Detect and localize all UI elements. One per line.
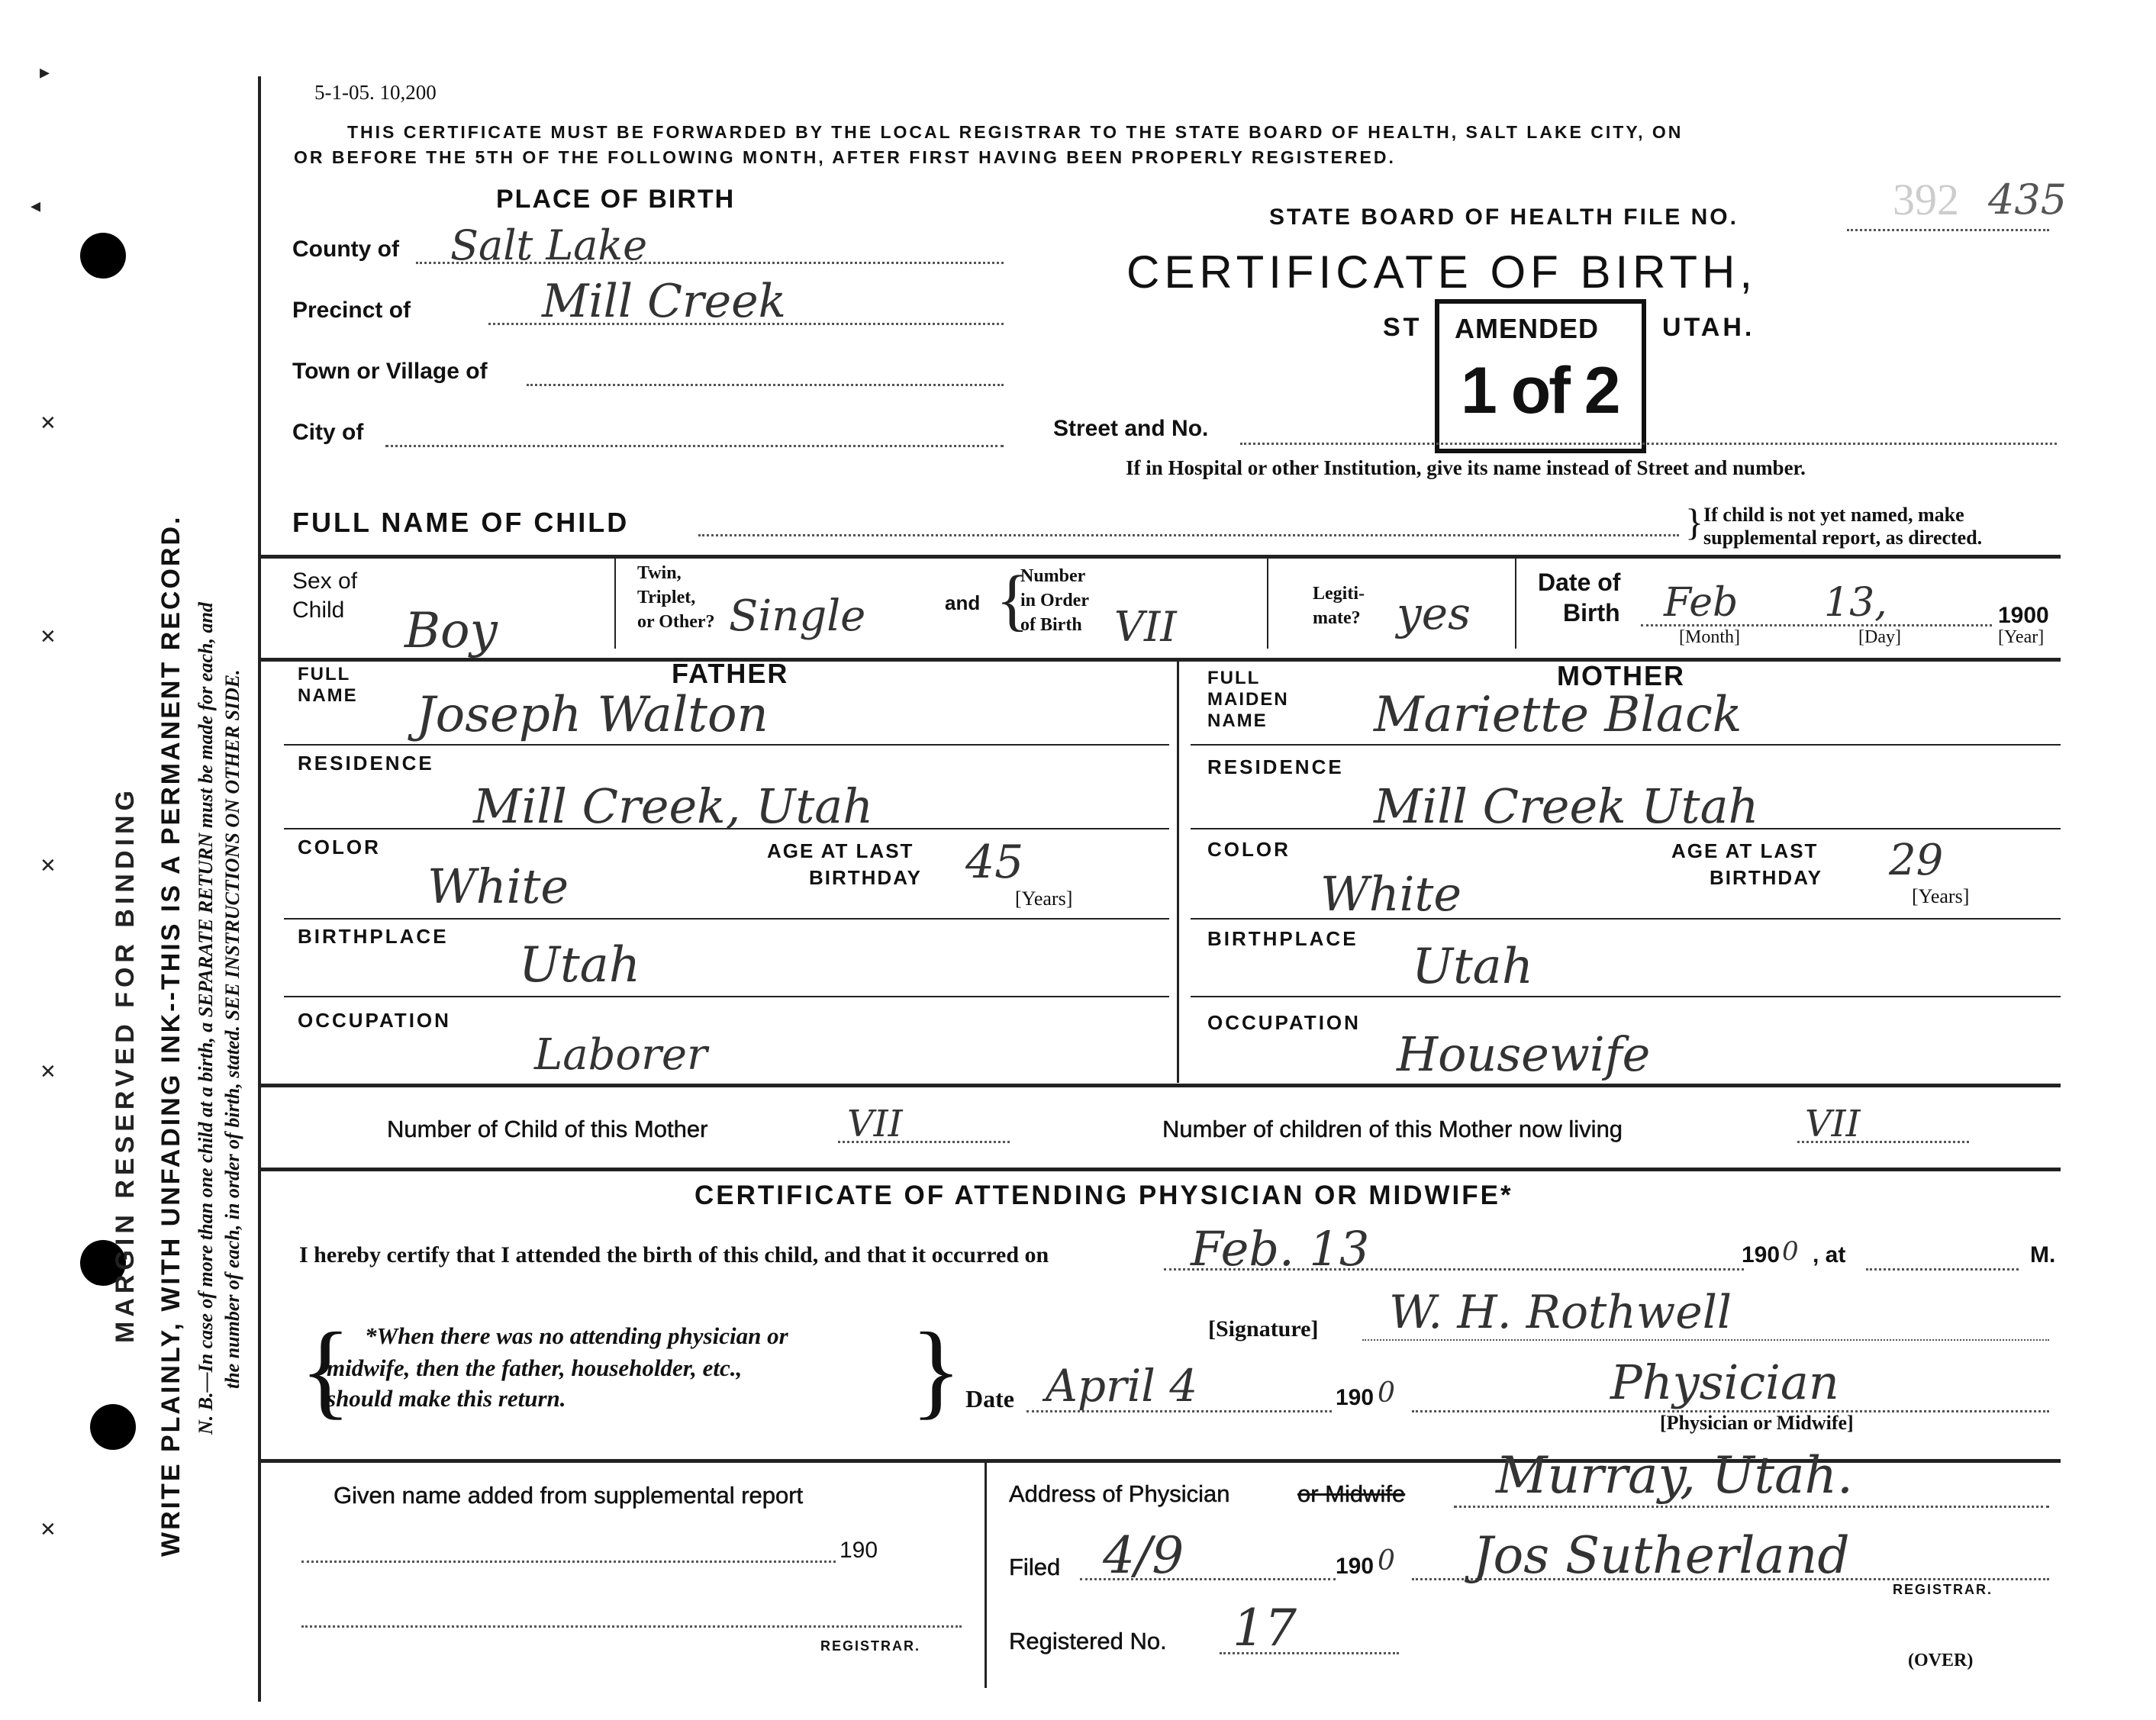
physician-heading: CERTIFICATE OF ATTENDING PHYSICIAN OR MIDWIFE* [694,1180,1513,1210]
margin-permanent-record: WRITE PLAINLY, WITH UNFADING INK--THIS IS A PERMANENT RECORD. [156,514,185,1557]
not-named-note-1: If child is not yet named, make [1703,504,1964,526]
file-number-value-2: 435 [1988,176,2067,224]
legit-label-2: mate? [1313,608,1361,628]
twin-label-3: or Other? [637,612,715,632]
certificate-title: CERTIFICATE OF BIRTH, [1126,246,1758,298]
note-line-3: should make this return. [327,1385,566,1412]
margin-tick: ◂ [31,195,41,217]
amended-stamp [1435,299,1646,453]
father-name-label: NAME [298,685,358,706]
and-label: and [945,591,981,614]
rule-mother-birthplace [1191,996,2061,997]
mother-birthplace-value: Utah [1412,939,1534,995]
reg-no-value: 17 [1233,1599,1297,1657]
mother-full-label: FULL [1207,668,1261,688]
town-line [527,384,1004,386]
father-occupation-label: OCCUPATION [298,1009,451,1032]
father-residence-value: Mill Creek, Utah [473,778,874,834]
street-label: Street and No. [1053,416,1209,441]
rule-father-color [284,918,1169,920]
child-name-line [698,534,1679,536]
state-name: UTAH. [1662,313,1755,342]
twin-label-2: Triplet, [637,588,696,607]
dob-month: Feb [1664,580,1739,626]
notice-line-1: THIS CERTIFICATE MUST BE FORWARDED BY THE LOCAL REGISTRAR TO THE STATE BOARD OF HEALTH, SALT LAKE CITY, ON [347,122,1684,142]
order-label-3: of Birth [1020,615,1082,635]
dob-label-1: Date of [1538,569,1621,596]
file-number-label: STATE BOARD OF HEALTH FILE NO. [1269,205,1739,230]
legit-value: yes [1397,588,1471,639]
father-occupation-value: Laborer [534,1030,707,1080]
margin-tick: ✕ [40,1519,56,1541]
rule-parents-bottom [259,1084,2061,1087]
order-label-2: in Order [1020,591,1089,610]
filed-label: Filed [1009,1554,1061,1580]
father-years-caption: [Years] [1015,887,1073,910]
m-label: M. [2030,1242,2056,1267]
filed-value: 4/9 [1103,1526,1184,1585]
sex-label-1: Sex of [292,569,358,594]
legit-label-1: Legiti- [1313,584,1365,604]
stamp-amended-text: AMENDED [1455,313,1600,344]
father-full-label: FULL [298,664,351,684]
father-age-label-2: BIRTHDAY [809,866,922,889]
city-label: City of [292,420,364,445]
county-label: County of [292,237,399,262]
child-name-label: FULL NAME OF CHILD [292,507,630,538]
supplemental-name-line [301,1561,836,1563]
signature-value: W. H. Rothwell [1389,1286,1732,1339]
date-label: Date [965,1385,1014,1412]
mother-name-value: Mariette Black [1374,687,1742,743]
city-line [385,445,1004,447]
registrar-label: REGISTRAR. [1893,1582,1993,1597]
occurred-value: Feb. 13 [1191,1221,1370,1277]
father-color-label: COLOR [298,836,381,858]
over-label: (OVER) [1908,1651,1974,1670]
form-left-rule [258,76,261,1702]
mother-color-label: COLOR [1207,838,1291,861]
binding-hole-bottom [90,1404,136,1450]
note-bracket-left: { [300,1311,352,1429]
filed-year-value: 0 [1378,1545,1395,1577]
father-name-value: Joseph Walton [416,687,769,743]
rule-child-top [259,555,2061,559]
role-value: Physician [1610,1354,1839,1410]
town-label: Town or Village of [292,359,488,384]
day-caption: [Day] [1858,627,1901,647]
rule-counts-bottom [259,1168,2061,1171]
father-birthplace-label: BIRTHPLACE [298,925,449,948]
mother-name-label: NAME [1207,710,1268,731]
mother-occupation-label: OCCUPATION [1207,1011,1361,1034]
mother-age-value: 29 [1889,836,1944,885]
date-year-prefix: 190 [1336,1385,1374,1410]
mother-occupation-value: Housewife [1397,1026,1651,1082]
mother-maiden-label: MAIDEN [1207,689,1289,710]
rule-father-birthplace [284,996,1169,997]
signature-line [1362,1339,2049,1341]
supplemental-title: Given name added from supplemental report [334,1482,804,1509]
rule-parents-divider [1177,659,1179,1083]
rule-father-name [284,744,1169,746]
mother-years-caption: [Years] [1912,885,1970,907]
county-value: Salt Lake [450,221,648,269]
note-bracket-right: } [910,1311,962,1429]
living-value: VII [1805,1103,1861,1145]
order-bracket: { [996,562,1030,638]
margin-binding-note: MARGIN RESERVED FOR BINDING [111,786,140,1343]
margin-tick: ✕ [40,626,56,649]
mother-birthplace-label: BIRTHPLACE [1207,927,1358,950]
dob-year: 1900 [1998,603,2049,628]
file-number-value: 392 [1893,175,1959,224]
address-strike: or Midwife [1297,1480,1406,1507]
father-color-value: White [427,858,569,914]
signature-label: [Signature] [1208,1316,1319,1342]
margin-tick: ✕ [40,412,56,435]
supplemental-registrar: REGISTRAR. [820,1638,921,1654]
dob-label-2: Birth [1563,599,1620,626]
note-line-1: *When there was no attending physician or [365,1322,788,1349]
address-line [1454,1506,2049,1508]
mother-heading: MOTHER [1557,660,1685,691]
child-number-label: Number of Child of this Mother [387,1116,708,1142]
rule-supplemental-divider [985,1459,987,1688]
rule-mother-residence [1191,828,2061,829]
binding-hole-top [80,233,126,279]
form-code: 5-1-05. 10,200 [314,81,437,104]
street-line [1240,443,2057,445]
rule-mother-name [1191,744,2061,746]
place-of-birth-heading: PLACE OF BIRTH [496,185,736,214]
dob-day: 13, [1824,580,1887,626]
sex-value: Boy [404,603,498,659]
child-number-value: VII [847,1103,903,1145]
reg-no-label: Registered No. [1009,1628,1167,1654]
father-birthplace-value: Utah [519,937,641,994]
hospital-note: If in Hospital or other Institution, give its name instead of Street and number. [1126,456,1806,479]
order-value: VII [1114,603,1177,651]
rule-father-residence [284,828,1169,829]
notice-line-2: OR BEFORE THE 5TH OF THE FOLLOWING MONTH, AFTER FIRST HAVING BEEN PROPERLY REGISTERED. [294,147,1396,167]
date-value: April 4 [1046,1360,1198,1412]
supplemental-year: 190 [840,1538,878,1563]
supplemental-registrar-line [301,1625,962,1628]
father-residence-label: RESIDENCE [298,752,434,775]
mother-color-value: White [1320,866,1462,922]
twin-value: Single [729,591,866,641]
mother-residence-label: RESIDENCE [1207,755,1344,778]
father-age-label-1: AGE AT LAST [767,839,914,862]
precinct-label: Precinct of [292,298,411,323]
stamp-copy-text: 1 of 2 [1461,354,1619,427]
at-line [1866,1268,2019,1271]
rule-order-legit [1267,557,1268,649]
at-label: , at [1813,1242,1846,1267]
registrar-signature: Jos Sutherland [1473,1526,1850,1585]
mother-age-label-1: AGE AT LAST [1671,839,1819,862]
twin-label-1: Twin, [637,563,682,583]
rule-mother-color [1191,918,2061,920]
margin-tick: ✕ [40,855,56,878]
living-label: Number of children of this Mother now living [1162,1116,1623,1142]
rule-sex-twin [614,557,616,649]
sex-label-2: Child [292,597,345,623]
note-line-2: midwife, then the father, householder, etc., [327,1354,743,1381]
father-heading: FATHER [672,658,789,689]
mother-residence-value: Mill Creek Utah [1374,778,1759,834]
not-named-bracket: } [1685,501,1703,543]
rule-parents-top [259,658,2061,662]
address-value: Murray, Utah. [1496,1446,1853,1505]
order-label-1: Number [1020,566,1086,586]
occurred-year-value: 0 [1782,1236,1799,1267]
not-named-note-2: supplemental report, as directed. [1703,527,1983,549]
margin-nb-line1: N. B.—In case of more than one child at a birth, a SEPARATE RETURN must be made for each, and [195,602,217,1435]
state-prefix: ST [1383,313,1423,342]
rule-legit-dob [1515,557,1516,649]
margin-tick: ✕ [40,1061,56,1084]
precinct-value: Mill Creek [542,275,787,328]
role-caption: [Physician or Midwife] [1660,1412,1854,1434]
margin-nb-line2: the number of each, in order of birth, stated. SEE INSTRUCTIONS ON OTHER SIDE. [221,669,243,1389]
address-label: Address of Physician [1009,1480,1230,1507]
certify-text: I hereby certify that I attended the birth of this child, and that it occurred on [299,1242,1049,1267]
file-number-line [1847,229,2049,231]
father-age-value: 45 [965,836,1024,889]
year-caption: [Year] [1998,627,2045,647]
filed-year-prefix: 190 [1336,1554,1374,1579]
month-caption: [Month] [1679,627,1740,647]
margin-tick: ▸ [40,61,50,84]
occurred-year-prefix: 190 [1742,1242,1781,1267]
mother-age-label-2: BIRTHDAY [1710,866,1822,889]
date-year-value: 0 [1378,1377,1395,1409]
